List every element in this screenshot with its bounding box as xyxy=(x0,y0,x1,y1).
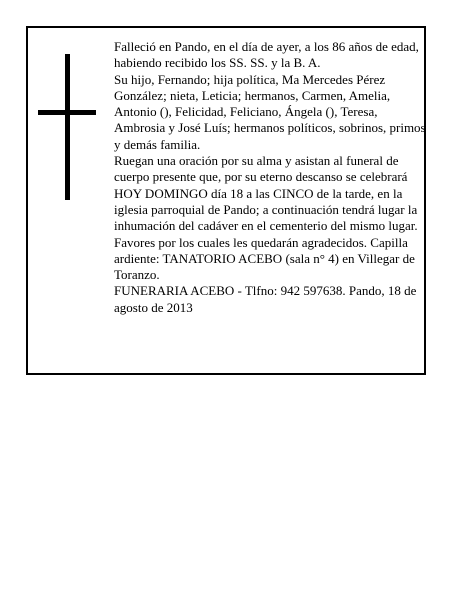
obituary-text xyxy=(114,39,426,316)
latin-cross-icon xyxy=(38,54,96,200)
funeral-details: Ruegan una oración por su alma y asistan al funeral de cuerpo presente que, por su eterno descanso se celebrará HOY DOMINGO día 18 a las CINCO de la tarde, en la iglesia parroquial de Pando; a continuación tendrá lugar la inhumación del cadáver en el cementerio del mismo lugar. Favores por los cuales les quedarán agradecidos. Capilla ardiente: TANATORIO ACEBO (sala n° 4) en Villegar de Toranzo. xyxy=(114,153,418,283)
family-list: Su hijo, Fernando; hija política, Ma Mercedes Pérez González; nieta, Leticia; hermanos, Carmen, Amelia, Antonio (), Felicidad, Feliciano, Ángela (), Teresa, Ambrosia y José Luís; hermanos políticos, sobrinos, primos y demás familia. xyxy=(114,71,426,152)
obituary-notice xyxy=(26,26,426,375)
death-announcement: Falleció en Pando, en el día de ayer, a los 86 años de edad, habiendo recibido los SS. SS. y la B. A. xyxy=(114,39,419,71)
cross-vertical-bar xyxy=(65,54,70,200)
cross-horizontal-bar xyxy=(38,110,96,115)
funeral-home-contact: FUNERARIA ACEBO - Tlfno: 942 597638. Pando, 18 de agosto de 2013 xyxy=(114,283,417,315)
